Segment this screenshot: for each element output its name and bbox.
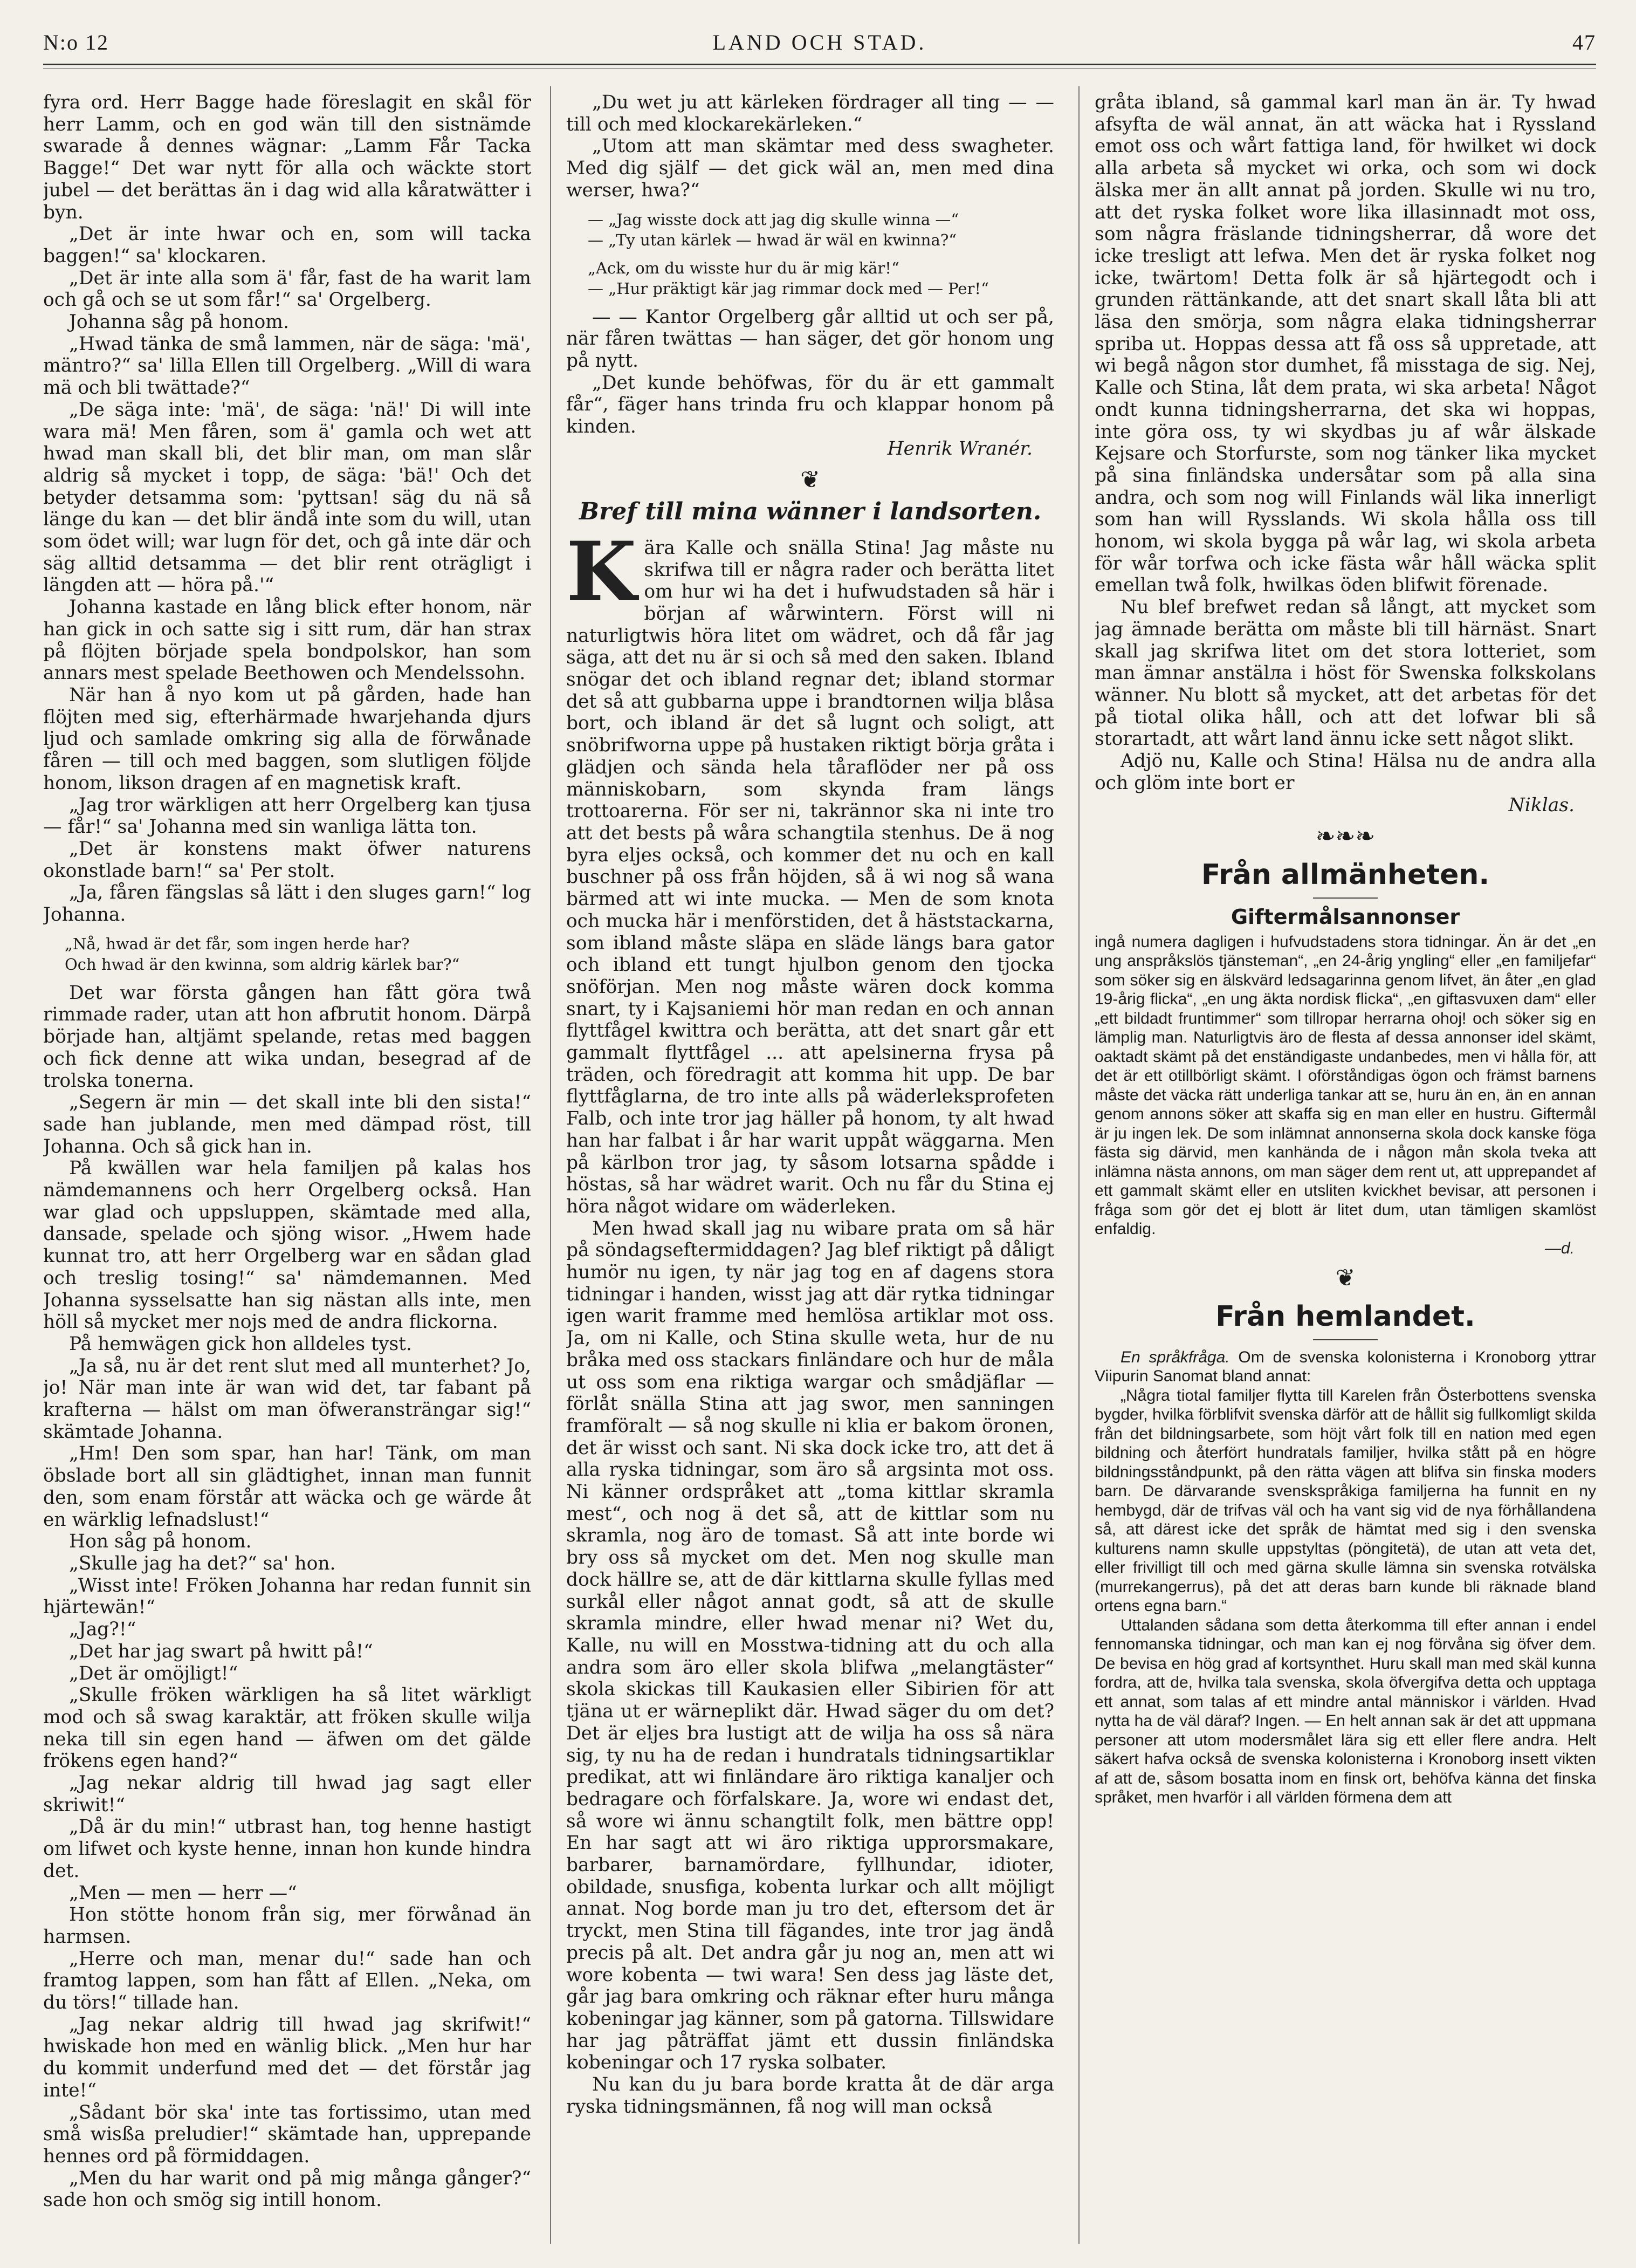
paragraph: „Du wet ju att kärleken fördrager all ting — — till och med klockarekärleken.“ (566, 92, 1054, 135)
paragraph: „De säga inte: 'mä', de säga: 'nä!' Di will inte wara mä! Men fåren, som ä' gamla och wet att hwad man skall bli, det blir man, om man slår aldrig så mycket i topp, de säga: 'bä!' Och det betyder detsamma som: 'pyttsan! säg du nä så länge du kan — det blir ändå inte som du will, utan som ödet will; war lugn för det, och gå inte där och säg alltid detsamma — det blir rent oträgligt i längden att — höra på.'“ (43, 399, 531, 597)
paragraph: Hon såg på honom. (69, 1531, 252, 1553)
section-title: Från hemlandet. (1215, 1300, 1475, 1333)
paragraph: „Ja, fåren fängslas så lätt i den sluges garn!“ log Johanna. (43, 882, 531, 926)
paragraph: På kwällen war hela familjen på kalas hos nämdemannens och herr Orgelberg också. Han war glad och uppsluppen, skämtade med alla, dansade, spelade och sjöng wisor. „Hwem hade kunnat tro, att herr Orgelberg war en sådan glad och treslig tosing!“ sa' nämdemannen. Med Johanna sysselsatte han sig nästan alls inte, men höll så mycket mer nojs med de andra flickorna. (43, 1157, 531, 1333)
column-divider (550, 86, 551, 2244)
verse-line: — „Ty utan kärlek — hwad är wäl en kwinna?“ (588, 230, 957, 249)
issue-number: N:o 12 (43, 30, 109, 54)
section-title: Från allmänheten. (1201, 858, 1490, 891)
page-number: 47 (1572, 30, 1596, 54)
verse (588, 209, 1054, 250)
author-signature: Niklas. (1508, 794, 1575, 816)
article-title: Giftermålsannonser (1231, 905, 1460, 929)
divider (1313, 897, 1378, 899)
paragraph: Adjö nu, Kalle och Stina! Hälsa nu de andra alla och glöm inte bort er (1095, 750, 1596, 794)
flourish-ornament-icon: ❦ (1335, 1264, 1356, 1292)
verse (588, 258, 1054, 299)
paragraph: „Utom att man skämtar med dess swagheter. Med dig själf — det gick wäl an, men med dina werser, hwa?“ (566, 135, 1054, 201)
paragraph: „Jag tror wärkligen att herr Orgelberg kan tjusa — får!“ sa' Johanna med sin wanliga lätta ton. (43, 794, 531, 838)
header-rule (43, 64, 1596, 65)
verse-line: Och hwad är den kwinna, som aldrig kärlek bar?“ (65, 955, 460, 974)
paragraph: „Jag nekar aldrig till hwad jag sagt eller skriwit!“ (43, 1772, 531, 1816)
paragraph (1095, 1348, 1596, 1386)
column-3 (1095, 92, 1596, 2244)
paragraph: „Wisst inte! Fröken Johanna har redan funnit sin hjärtewän!“ (43, 1574, 531, 1619)
lead-phrase: En språkfråga. (1121, 1348, 1230, 1366)
column-divider (1078, 86, 1080, 2244)
dropcap-letter: K (566, 524, 637, 619)
paragraph: „Det är omöjligt!“ (69, 1662, 238, 1684)
paper-title: LAND OCH STAD. (712, 30, 927, 54)
verse-line: „Ack, om du wisste hur du är mig kär!“ (588, 258, 899, 277)
author-signature: —d. (1544, 1239, 1575, 1257)
paragraph: „Hwad tänka de små lammen, när de säga: 'mä', mäntro?“ sa' lilla Ellen till Orgelberg. „Will di wara mä och bli twättade?“ (43, 333, 531, 399)
paragraph-text: Om de svenska kolonisterna i Kronoborg yttrar Viipurin Sanomat bland annat: (1095, 1348, 1596, 1386)
paragraph: — — Kantor Orgelberg går alltid ut och ser på, när fåren twättas — han säger, det gör honom ung på nytt. (566, 306, 1054, 372)
paragraph: ingå numera dagligen i hufvudstadens stora tidningar. Än är det „en ung anspråkslös tjänsteman“, „en 24-årig yngling“ eller „en familjefar“ som söker sig en älskvärd ledsagarinna genom lifvet, än åter „en glad 19-årig flicka“, „en ung äkta nordisk flicka“, „en giftasvuxen dam“ eller „ett bildadt fruntimmer“ som tillropar herrarna ohoj! och söker sig en lämplig man. Naturligtvis äro de flesta af dessa annonser idel skämt, oaktadt skämt på det enständigaste undanbedes, men vi hålla för, att det är ett otillbörligt skämt. I oförståndigas ögon och främst barnens måste det väcka rätt underliga tankar att se, huru än en, än en annan genom annons söker att skaffa sig en man eller en hustru. Giftermål är ju ingen lek. De som inlämnat annonserna skola dock kanske föga fästa sig därvid, men kanhända de i någon mån skola tveka att inlämna nästa annons, om man säger dem rent ut, att upprepandet af ett gammalt skämt eller en utsliten kvickhet bevisar, att personen i fråga som gör det ej blott är litet dum, utan tämligen skamlöst enfaldig. (1095, 933, 1596, 1238)
paragraph: „Några tiotal familjer flytta till Karelen från Österbottens svenska bygder, hvilka förblifvit svenska därför att de hållit sig fullkomligt skilda från det bildningsarbete, som höjt vårt folk till en nation med egen bildning och återfört hundratals familjer, hvilka stått på en högre bildningsståndpunkt, på den rätta vägen att blifva sin finska moders barn. De därvarande svenskspråkiga familjerna ha funnit en ny hembygd, där de trifvas väl och ha vant sig vid de nya förhållandena så, att därest icke det språk de hämtat med sig i den svenska kulturens namn skulle uppstyltas (pöngitetä), de utan att veta det, eller frivilligt till och med gärna skulle lämna sin svenska rotvälska (murrekangerrus), på det att deras barn kunde bli räknade bland ortens egna barn.“ (1095, 1386, 1596, 1615)
paragraph: fyra ord. Herr Bagge hade föreslagit en skål för herr Lamm, och en god wän till den sistnämde swarade å dennes wägnar: „Lamm Får Tacka Bagge!“ Det war nytt för alla och wäckte stort jubel — det berättas än i dag wid alla kåratwätter i byn. (43, 92, 531, 223)
paragraph: Hon stötte honom från sig, mer förwånad än harmsen. (43, 1904, 531, 1948)
paragraph: Det war första gången han fått göra twå rimmade rader, utan att hon afbrutit honom. Därpå började han, altjämt spelande, retas med baggen och fick denne att wika undan, besegrad af de trolska tonerna. (43, 982, 531, 1092)
paragraph: „Segern är min — det skall inte bli den sista!“ sade han jublande, men med dämpad röst, till Johanna. Och så gick han in. (43, 1092, 531, 1157)
paragraph: När han å nyo kom ut på gården, hade han flöjten med sig, efterhärmade hwarjehanda djurs ljud och samlade omkring sig alla de förwånade fåren — till och med baggen, som slutligen följde honom, likson dragen af en magnetisk kraft. (43, 684, 531, 794)
paragraph: „Det har jag swart på hwitt på!“ (69, 1640, 373, 1662)
verse-line: „Nå, hwad är det får, som ingen herde har? (65, 934, 410, 953)
letter-title: Bref till mina wänner i landsorten. (579, 498, 1042, 526)
paragraph: „Ja så, nu är det rent slut med all munterhet? Jo, jo! När man inte är wan wid det, tar fabant på krafterna — hälst om man öfweransträngar sig!“ skämtade Johanna. (43, 1355, 531, 1443)
paragraph: „Herre och man, menar du!“ sade han och framtog lappen, som han fått af Ellen. „Neka, om du törs!“ tillade han. (43, 1948, 531, 2014)
paragraph: „Men — men — herr —“ (69, 1882, 297, 1904)
paragraph: „Jag nekar aldrig till hwad jag skrifwit!“ hwiskade hon med en wänlig blick. „Men hur har du kommit underfund med det — det förstår jag inte!“ (43, 2013, 531, 2101)
paragraph: Johanna såg på honom. (69, 311, 289, 333)
paragraph: Uttalanden sådana som detta återkomma till efter annan i endel fennomanska tidningar, och man kan ej nog förvåna sig öfver dem. De bevisa en hög grad af kortsynthet. Huru skall man med skäl kunna fordra, att de, hvilka tala svenska, skola öfvergifva detta och upptaga ett annat, som talas af ett mindre antal människor i världen. Hvad nytta ha de väl däraf? Ingen. — En helt annan sak är det att uppmana personer att utom modersmålet lära sig ett eller flere andra. Helt säkert hafva också de svenska kolonisterna i Kronoborg insett vikten af att de, såsom bosatta inom en finsk ort, behöfva känna det finska språket, men hvarför i all världen förmena dem att (1095, 1616, 1596, 1807)
paragraph: „Men du har warit ond på mig många gånger?“ sade hon och smög sig intill honom. (43, 2167, 531, 2211)
column-1 (43, 92, 531, 2244)
verse (65, 934, 531, 975)
paragraph: „Hm! Den som spar, han har! Tänk, om man öbslade bort all sin glädtighet, innan man funnit den, som enam förstår att wäcka och ge wärde åt en wärklig lefnadslust!“ (43, 1443, 531, 1531)
paragraph: „Då är du min!“ utbrast han, tog henne hastigt om lifwet och kyste henne, innan hon kunde hindra det. (43, 1816, 531, 1882)
paragraph: ära Kalle och snälla Stina! Jag måste nu skrifwa till er några rader och berätta litet om hur wi ha det i hufwudstaden så här i början af wårwintern. Först will ni naturligtwis höra litet om wädret, och då får jag säga, att det nu är si och så med den saken. Ibland snögar det och ibland regnar det; ibland stormar det så att gubbarna uppe i brandtornen wilja blåsa bort, och ibland är det så lugnt och soligt, att snöbrifworna uppe på hustaken riktigt börja gråta i glädjen och sända hela tåraflöder ner på oss människobarn, som skynda fram längs trottoarerna. För ser ni, takrännor ska ni inte tro att det bests på wåra schangtila stenhus. De ä nog byra eljes också, och kommer det nu och en kall buschner på oss från höjden, så ä wi nog så wana bärmed att wi inte mucka. — Men de som knota och mucka här i menförstiden, det å häststackarna, som ibland måste släpa en släde längs bara gator och ibland ett tungt hjulbon genom den tjocka snöförjan. Men nog måste wären dock komma snart, ty i Kajsaniemi hör man redan en och annan flyttfågel kwittra och berätta, att det snart går ett gammalt flyttfågel ... att apelsinerna frysa på träden, och föredragit att komma hit upp. De bar flyttfåglarna, de tro inte alls på wäderleksprofeten Falb, och inte tror jag häller på honom, ty alt hwad han har falbat i år har warit uppåt wäggarna. Men på kärlbon tror jag, ty såsom lotsarna spådde i höstas, så har wädret warit. Och nu får du Stina ej höra något widare om wäderleken. (566, 537, 1054, 1217)
verse-line: — „Hur präktigt kär jag rimmar dock med — Per!“ (588, 279, 989, 298)
paragraph: „Det kunde behöfwas, för du är ett gammalt får“, fäger hans trinda fru och klappar honom på kinden. (566, 372, 1054, 438)
paragraph: Johanna kastade en lång blick efter honom, när han gick in och satte sig i sitt rum, där han strax på flöjten började spela bondpolskor, han som annars mest spelade Beethowen och Mendelssohn. (43, 597, 531, 684)
paragraph: „Sådant bör ska' inte tas fortissimo, utan med små wisßa preludier!“ skämtade han, upprepande hennes ord på förmiddagen. (43, 2101, 531, 2167)
paragraph: Nu blef brefwet redan så långt, att mycket som jag ämnade berätta om måste bli till härnäst. Snart skall jag skrifwa litet om det stora lotteriet, som man ämnar anstälла i höst för Swenska folkskolans wänner. Nu blott så mycket, att det arbetas för det på tiotal olika håll, och att det lofwar bli så storartadt, att wårt land ännu icke sett något slikt. (1095, 597, 1596, 750)
flourish-ornament-icon: ❧❧❧ (1315, 823, 1376, 851)
paragraph: På hemwägen gick hon alldeles tyst. (69, 1333, 412, 1355)
column-2 (566, 92, 1054, 2244)
divider (1313, 1339, 1378, 1340)
paragraph: „Skulle fröken wärkligen ha så litet wärkligt mod och så swag karaktär, att fröken skulle wilja neka till sin egen hand — äfwen om det gälde frökens egen hand?“ (43, 1684, 531, 1772)
paragraph: „Skulle jag ha det?“ sa' hon. (69, 1553, 336, 1574)
paragraph: Men hwad skall jag nu wibare prata om så här på söndagseftermiddagen? Jag blef riktigt på dåligt humör nu igen, ty när jag tog en af dagens stora tidningar i handen, wisst jag att där rytka tidningar igen warit framme med hemlösa artiklar mot oss. Ja, om ni Kalle, och Stina skulle weta, hur de nu bråka med oss stackars finländare och hur de måla ut oss som ena riktiga wargar och smådjäflar — förlåt snälla Stina att jag swor, men sanningen framföralt — så nog skulle ni klia er bakom öronen, det är wisst och sant. Ni ska dock icke tro, att det ä alla ryska tidningar, som äro så argsinta mot oss. Ni känner ordspråket att „toma kittlar skramla mest“, och nog ä det så, att de kittlar som nu skramla, nog äro de tomast. Så att inte borde wi bry oss så mycket om det. Men nog skulle man dock hällre se, att de där kittlarna skulle fyllas med surkål eller något annat godt, så att de skulle skramla mindre, eller hwad menar ni? Wet du, Kalle, nu will en Mosstwa-tidning att du och alla andra som äro eller skola blifwa „melangtäster“ skola skickas till Kaukasien eller Sibirien för att tjäna ut er wärneplikt där. Hwad säger du om det? Det är eljes bra lustigt att de wilja ha oss så nära sig, ty nu ha de redan i hundratals tidningsartiklar predikat, att wi finländare äro riktiga kanaljer och bedragare och förfalskare. Ja, wore wi endast det, så wore wi ännu schangtilt folk, men bättre opp! En har sagt att wi äro riktiga upprorsmakare, barbarer, barnamördare, fyllhundar, idioter, obildade, snusfiga, kobenta lurkar och allt möjligt annat. Nog borde man ju tro det, eftersom det är tryckt, men Stina till fägandes, inte tror jag ändå precis på alt. Det andra går ju nog an, men att wi wore kobenta — twi wara! Sen dess jag läste det, går jag bara omkring och räknar efter huru många kobeningar jag känner, som på gatorna. Tillswidare har jag påträffat jämt ett dussin finländska kobeningar och 17 ryska solbater. (566, 1217, 1054, 2074)
paragraph: „Det är inte hwar och en, som will tacka baggen!“ sa' klockaren. (43, 223, 531, 267)
author-signature: Henrik Wranér. (887, 437, 1033, 460)
verse-line: — „Jag wisste dock att jag dig skulle winna —“ (588, 210, 959, 229)
paragraph: Nu kan du ju bara borde kratta åt de där arga ryska tidningsmännen, få nog will man också (566, 2074, 1054, 2118)
flourish-ornament-icon: ❦ (800, 466, 820, 494)
paragraph: „Jag?!“ (69, 1619, 136, 1641)
paragraph: „Det är konstens makt öfwer naturens okonstlade barn!“ sa' Per stolt. (43, 838, 531, 882)
paragraph: „Det är inte alla som ä' får, fast de ha warit lam och gå och se ut som får!“ sa' Orgelberg. (43, 267, 531, 311)
page-header (43, 30, 1596, 62)
paragraph: gråta ibland, så gammal karl man än är. Ty hwad afsyfta de wäl annat, än att wäcka hat i Ryssland emot oss och wårt fattiga land, för hwilket wi dock alla arbeta så mycket wi orka, och som wi dock älska mer än allt annat på jorden. Skulle wi nu tro, att det ryska folket wore lika illasinnadt mot oss, som några fräslande tidningsherrar, då wore det icke tresligt att lefwa. Men det är ryska folket nog icke, twärtom! Detta folk är så hjärtegodt och i grunden rättänkande, att det snart skall låta bli att läsa den smörja, som några elaka tidningsherrar spriba ut. Hoppas dessa att få oss så uppretade, att wi begå någon stor dumhet, få misstaga de sig. Nej, Kalle och Stina, låt dem prata, wi ska arbeta! Något ondt kunna tidningsherrarna, det ska wi hoppas, inte göra oss, ty wi skydbas ju af wår älskade Kejsare och Storfurste, som nog tänker lika mycket på sina finländska undersåtar som på alla sina andra, och som nog will Finlands wäl lika innerligt som han will Rysslands. Wi skola hålla oss till honom, wi skola bygga på wår lag, wi skola arbeta för wår torfwa och icke fästa wår håll wäcka split emellan twå folk, hwilkas öden blifwit förenade. (1095, 92, 1596, 597)
